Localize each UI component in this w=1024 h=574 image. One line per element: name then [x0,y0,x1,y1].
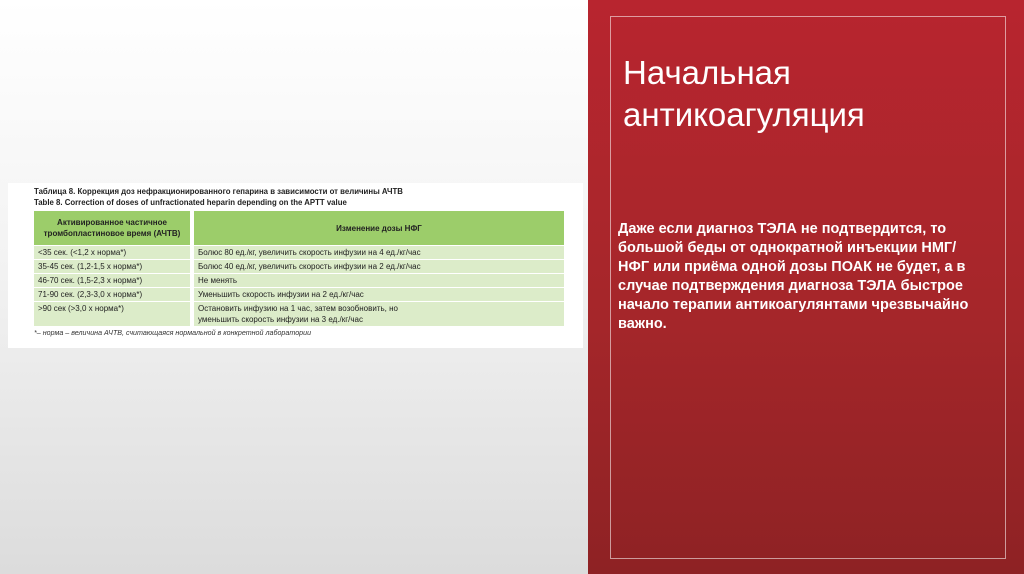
table-caption-ru: Таблица 8. Коррекция доз нефракционированного гепарина в зависимости от величины АЧТВ [34,186,403,196]
cell-aptt: >90 сек (>3,0 х норма*) [34,302,194,326]
heparin-dose-table [34,210,564,327]
table-caption-en: Table 8. Correction of doses of unfractionated heparin depending on the APTT value [34,197,347,207]
slide-title: Начальная антикоагуляция [623,54,865,133]
cell-aptt: <35 сек. (<1,2 х норма*) [34,246,194,259]
header-aptt: Активированное частичное тромбопластиновое время (АЧТВ) [34,211,194,245]
cell-dose: Болюс 40 ед./кг, увеличить скорость инфузии на 2 ед./кг/час [194,260,564,273]
cell-dose: Уменьшить скорость инфузии на 2 ед./кг/час [194,288,564,301]
slide-body-text: Даже если диагноз ТЭЛА не подтвердится, то большой беды от однократной инъекции НМГ/НФГ или приёма одной дозы ПОАК не будет, а в случае подтверждения диагноза ТЭЛА быстрое начало терапии антикоагулянтами чрезвычайно важно. [618,221,969,332]
cell-dose: Болюс 80 ед./кг, увеличить скорость инфузии на 4 ед./кг/час [194,246,564,259]
table-row [34,246,564,259]
table-row [34,274,564,287]
table-header-row [34,211,564,245]
table-row [34,302,564,326]
table-footnote: *– норма – величина АЧТВ, считающаяся нормальной в конкретной лаборатории [34,328,312,337]
cell-dose: Остановить инфузию на 1 час, затем возобновить, но уменьшить скорость инфузии на 3 ед./кг/час [194,302,564,326]
table-image [8,183,583,348]
cell-aptt: 71-90 сек. (2,3-3,0 х норма*) [34,288,194,301]
table-row [34,260,564,273]
cell-dose: Не менять [194,274,564,287]
cell-aptt: 46-70 сек. (1,5-2,3 х норма*) [34,274,194,287]
header-dose: Изменение дозы НФГ [194,211,564,245]
right-panel [588,0,1024,574]
cell-aptt: 35-45 сек. (1,2-1,5 х норма*) [34,260,194,273]
table-row [34,288,564,301]
